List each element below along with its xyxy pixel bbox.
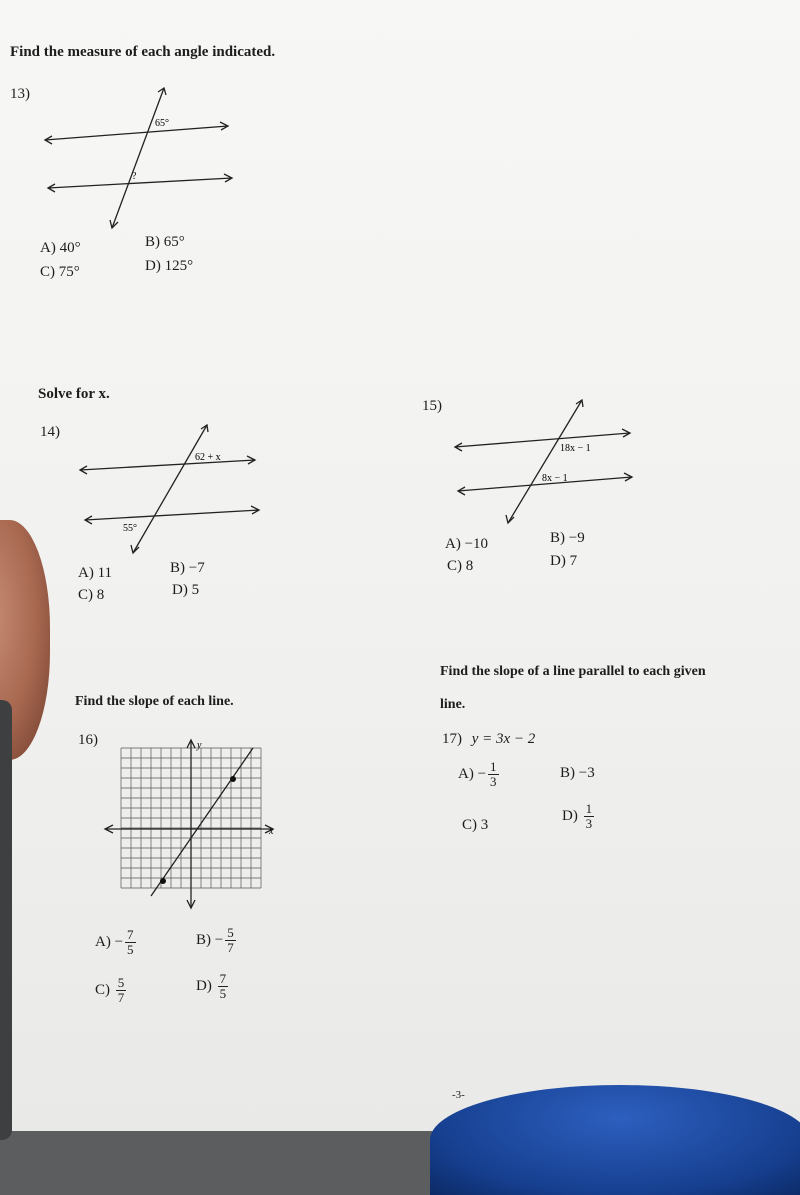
- q13-choice-d[interactable]: D) 125°: [145, 258, 194, 274]
- q17-choice-a[interactable]: [458, 760, 499, 789]
- q17-choice-a-sign: −: [477, 765, 487, 782]
- angle-label-62-plus-x: 62 + x: [195, 452, 221, 463]
- q17-choice-a-letter: A): [458, 765, 474, 782]
- parallel-line-bottom: [48, 178, 232, 188]
- numerator: 1: [490, 759, 497, 774]
- numerator: 5: [117, 975, 125, 990]
- q17-choice-d-fraction: [584, 802, 595, 831]
- q14-choice-b[interactable]: B) −7: [170, 560, 205, 576]
- transversal-line: [508, 400, 582, 523]
- section-heading-slope: Find the slope of each line.: [75, 694, 234, 709]
- denominator: 3: [490, 774, 497, 789]
- numerator: 5: [227, 925, 234, 940]
- q14-choice-d[interactable]: D) 5: [172, 582, 200, 598]
- q13-choice-c[interactable]: C) 75°: [40, 264, 80, 280]
- q17-choice-d[interactable]: [562, 802, 594, 831]
- q16-choice-d-letter: D): [196, 977, 212, 994]
- page-number: -3-: [452, 1089, 465, 1101]
- q14-choice-c[interactable]: C) 8: [78, 587, 105, 603]
- parallel-line-top: [455, 433, 630, 447]
- denominator: 7: [227, 940, 234, 955]
- q16-choice-d-fraction: [218, 972, 229, 1001]
- denominator: 7: [117, 990, 125, 1005]
- q15-choice-a[interactable]: A) −10: [445, 536, 489, 552]
- parallel-line-bottom: [85, 510, 259, 520]
- question-17-number: 17): [442, 731, 462, 747]
- question-16-number: 16): [78, 732, 98, 748]
- sleeve: [0, 700, 12, 1140]
- q16-choice-b-sign: −: [214, 931, 224, 948]
- unknown-angle-label: ?: [132, 171, 137, 182]
- angle-label-8x-minus-1: 8x − 1: [542, 473, 568, 484]
- section-heading-angles: Find the measure of each angle indicated.: [10, 44, 276, 60]
- section-heading-solve: Solve for x.: [38, 386, 110, 402]
- denominator: 5: [127, 942, 134, 957]
- numerator: 7: [127, 927, 134, 942]
- q17-choice-b[interactable]: B) −3: [560, 765, 595, 781]
- question-14-number: 14): [40, 424, 60, 440]
- question-15-number: 15): [422, 398, 442, 414]
- q17-choice-c[interactable]: C) 3: [462, 817, 489, 833]
- q16-choice-a[interactable]: [95, 928, 136, 957]
- graphed-line: [151, 748, 253, 896]
- y-axis-label: y: [197, 740, 202, 751]
- q13-choice-a[interactable]: A) 40°: [40, 240, 81, 256]
- parallel-line-top: [45, 126, 228, 140]
- q15-choice-c[interactable]: C) 8: [447, 558, 474, 574]
- q16-choice-a-fraction: [125, 928, 136, 957]
- denominator: 3: [585, 816, 593, 831]
- numerator: 1: [585, 801, 593, 816]
- q17-choice-d-letter: D): [562, 807, 578, 824]
- question-16-graph: [105, 738, 285, 908]
- q16-choice-d[interactable]: [196, 972, 228, 1001]
- q13-choice-b[interactable]: B) 65°: [145, 234, 185, 250]
- question-13-number: 13): [10, 86, 30, 102]
- angle-label-18x-minus-1: 18x − 1: [560, 443, 591, 454]
- angle-label-55: 55°: [123, 523, 137, 534]
- angle-label-65: 65°: [155, 118, 169, 129]
- q16-choice-b-letter: B): [196, 931, 211, 948]
- denominator: 5: [219, 986, 227, 1001]
- transversal-line: [112, 88, 164, 228]
- parallel-line-top: [80, 460, 255, 470]
- q15-choice-b[interactable]: B) −9: [550, 530, 585, 546]
- blue-object: [430, 1085, 800, 1195]
- q15-choice-d[interactable]: D) 7: [550, 553, 578, 569]
- question-13-figure: [40, 80, 240, 240]
- q16-choice-a-letter: A): [95, 933, 111, 950]
- q16-choice-b-fraction: [225, 926, 236, 955]
- q16-choice-c[interactable]: [95, 976, 126, 1005]
- x-axis-label: x: [269, 826, 274, 837]
- q17-choice-a-fraction: [488, 760, 499, 789]
- q14-choice-a[interactable]: A) 11: [78, 565, 113, 581]
- question-17-equation: y = 3x − 2: [471, 731, 536, 747]
- question-14-figure: [75, 420, 265, 560]
- graph-point-lower: [160, 878, 166, 884]
- q16-choice-c-letter: C): [95, 981, 110, 998]
- section-heading-parallel-line-2: line.: [440, 697, 466, 712]
- graph-point-upper: [230, 776, 236, 782]
- transversal-line: [133, 425, 207, 553]
- q16-choice-b[interactable]: [196, 926, 236, 955]
- section-heading-parallel-line-1: Find the slope of a line parallel to each given: [440, 664, 706, 679]
- q16-choice-a-sign: −: [114, 933, 124, 950]
- question-15-figure: [450, 395, 640, 530]
- numerator: 7: [219, 971, 227, 986]
- question-17: [442, 731, 535, 748]
- q16-choice-c-fraction: [116, 976, 127, 1005]
